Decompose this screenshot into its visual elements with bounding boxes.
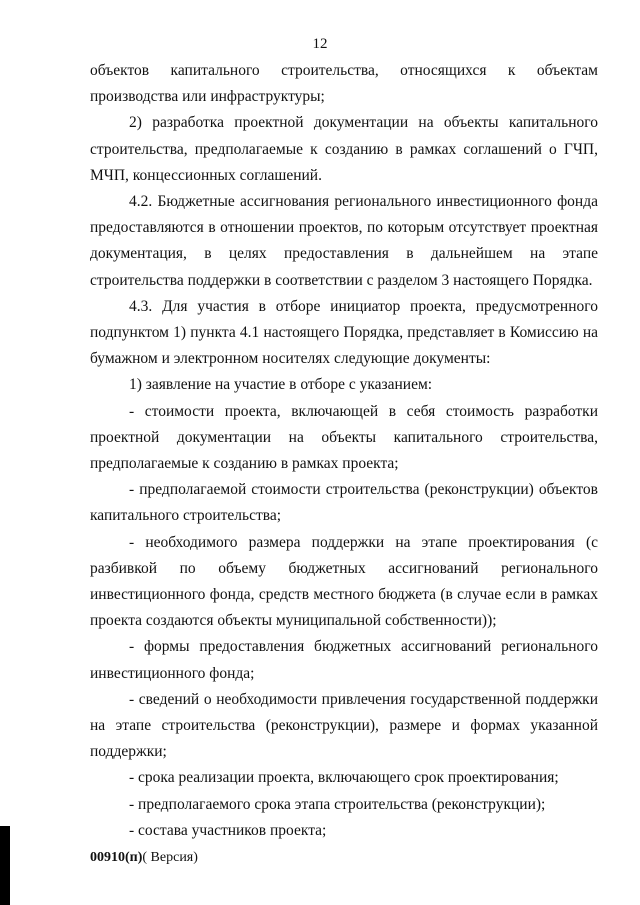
document-footer bbox=[90, 850, 198, 866]
dash-item-construction-term: - предполагаемого срока этапа строительства (реконструкции); bbox=[129, 795, 546, 813]
paragraph-continuation: объектов капитального строительства, относящихся к объектам производства или инфраструктуры; bbox=[90, 62, 598, 106]
dash-item-support-size: - необходимого размера поддержки на этапе проектирования (с разбивкой по объему бюджетных ассигнований регионального инвестиционного фонда, средств местного бюджета (в случае если в рамках проекта создаются объекты муниципальной собственности)); bbox=[90, 533, 598, 630]
document-body bbox=[90, 58, 598, 844]
scan-margin-bar bbox=[0, 826, 10, 905]
list-item-application: 1) заявление на участие в отборе с указанием: bbox=[129, 376, 433, 394]
page-number: 12 bbox=[312, 36, 328, 52]
paragraph-4-3: 4.3. Для участия в отборе инициатор проекта, предусмотренного подпунктом 1) пункта 4.1 настоящего Порядка, представляет в Комиссию на бумажном и электронном носителях следующие документы: bbox=[90, 297, 598, 368]
document-version: ( Версия) bbox=[142, 850, 198, 865]
dash-item-project-term: - срока реализации проекта, включающего срок проектирования; bbox=[129, 769, 559, 787]
list-item-2: 2) разработка проектной документации на объекты капитального строительства, предполагаемые к созданию в рамках соглашений о ГЧП, МЧП, концессионных соглашений. bbox=[90, 114, 598, 184]
document-code: 00910(п) bbox=[90, 850, 143, 865]
dash-item-project-cost: - стоимости проекта, включающей в себя стоимость разработки проектной документации на объекты капитального строительства, предполагаемые к созданию в рамках проекта; bbox=[90, 402, 598, 473]
dash-item-construction-cost: - предполагаемой стоимости строительства (реконструкции) объектов капитального строительства; bbox=[90, 481, 598, 525]
dash-item-allocation-form: - формы предоставления бюджетных ассигнований регионального инвестиционного фонда; bbox=[90, 638, 598, 682]
paragraph-4-2: 4.2. Бюджетные ассигнования регионального инвестиционного фонда предоставляются в отношении проектов, по которым отсутствует проектная документация, в целях предоставления в дальнейшем на этапе строительства поддержки в соответствии с разделом 3 настоящего Порядка. bbox=[90, 193, 598, 289]
dash-item-participants: - состава участников проекта; bbox=[129, 821, 327, 839]
dash-item-state-support: - сведений о необходимости привлечения государственной поддержки на этапе строительства (реконструкции), размере и формах указанной поддержки; bbox=[90, 690, 598, 761]
